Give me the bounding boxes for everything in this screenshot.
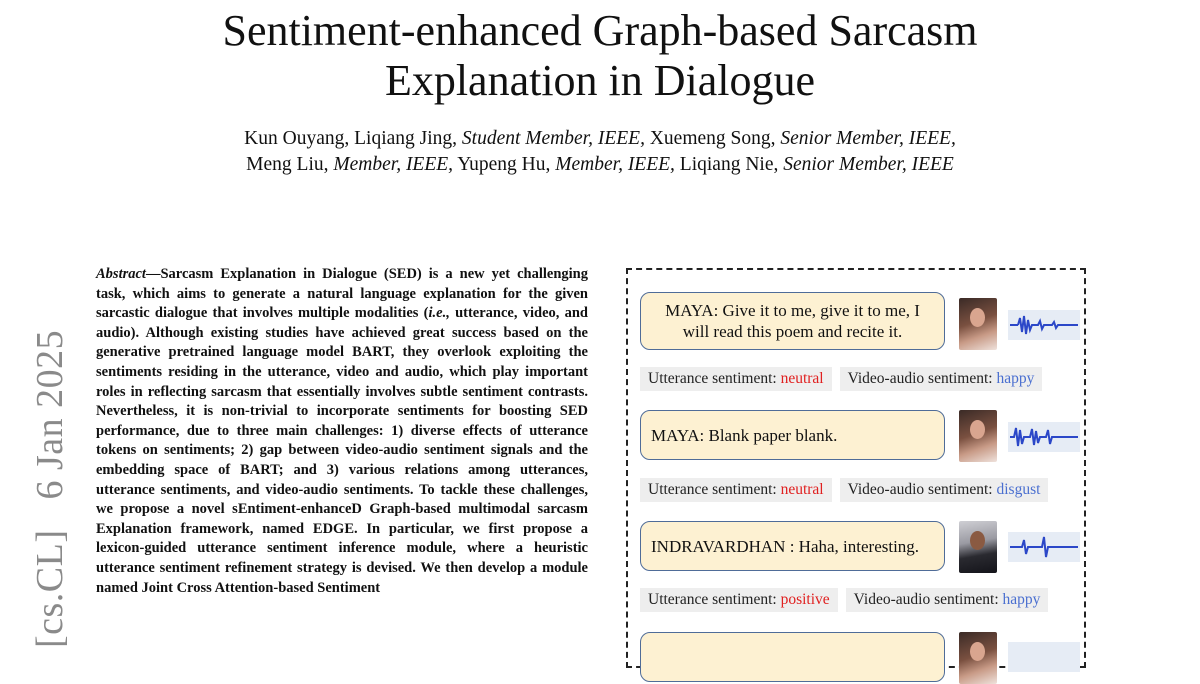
paper-title — [0, 6, 1200, 106]
audio-waveform-icon — [1008, 642, 1080, 672]
sentiment-row — [640, 367, 1042, 391]
utterance-text: INDRAVARDHAN : Haha, interesting. — [651, 536, 920, 556]
sarcasm-figure — [626, 268, 1086, 668]
video-audio-sentiment-tag — [840, 367, 1043, 391]
author-role: Member, IEEE, — [333, 154, 454, 175]
utterance-bubble — [640, 521, 945, 571]
sentiment-row — [640, 478, 1048, 502]
sentiment-row — [640, 588, 1048, 612]
video-audio-sentiment-tag — [846, 588, 1049, 612]
utterance-sentiment-label: Utterance sentiment: — [648, 370, 781, 387]
utterance-text: MAYA: Give it to me, give it to me, I will read this poem and recite it. — [665, 301, 920, 341]
speaker-video-frame — [959, 298, 997, 350]
audio-waveform-icon — [1008, 310, 1080, 340]
abstract-lead: Abstract — [96, 266, 146, 282]
utterance-bubble — [640, 410, 945, 460]
author-role: Senior Member, IEEE — [783, 154, 954, 175]
title-line-1: Sentiment-enhanced Graph-based Sarcasm — [222, 6, 978, 55]
audio-waveform-icon — [1008, 422, 1080, 452]
utterance-sentiment-tag — [640, 588, 838, 612]
face-shape — [970, 642, 985, 661]
face-shape — [970, 420, 985, 439]
utterance-sentiment-value: positive — [780, 591, 830, 608]
utterance-sentiment-value: neutral — [780, 481, 824, 498]
face-shape — [970, 308, 985, 327]
video-audio-sentiment-label: Video-audio sentiment: — [853, 591, 1003, 608]
speaker-video-frame — [959, 632, 997, 684]
author-name: Meng Liu, — [246, 154, 329, 175]
utterance-sentiment-tag — [640, 478, 832, 502]
author-line-2 — [0, 152, 1200, 178]
author-name: Yupeng Hu, — [457, 154, 551, 175]
abstract — [96, 265, 588, 598]
video-audio-sentiment-tag — [840, 478, 1049, 502]
utterance-bubble-partial — [640, 632, 945, 682]
author-role: Member, IEEE, — [555, 154, 675, 175]
video-audio-sentiment-value: disgust — [996, 481, 1041, 498]
author-name: Xuemeng Song, — [649, 128, 776, 149]
author-role: Student Member, IEEE, — [461, 128, 645, 149]
author-list — [0, 126, 1200, 178]
author-name: Liqiang Nie, — [679, 154, 779, 175]
speaker-video-frame — [959, 521, 997, 573]
title-line-2: Explanation in Dialogue — [384, 56, 816, 105]
utterance-sentiment-label: Utterance sentiment: — [648, 591, 781, 608]
face-shape — [970, 531, 985, 550]
video-audio-sentiment-label: Video-audio sentiment: — [847, 370, 997, 387]
video-audio-sentiment-label: Video-audio sentiment: — [847, 481, 997, 498]
author-role: Senior Member, IEEE, — [780, 128, 956, 149]
author-name: Liqiang Jing, — [354, 128, 458, 149]
utterance-bubble — [640, 292, 945, 350]
utterance-sentiment-tag — [640, 367, 832, 391]
author-line-1 — [0, 126, 1200, 152]
abstract-text-2: utterance, video, and audio). Although existing studies have achieved great success based on the generative pretrained language model BART, they overlook exploiting the sentiments residing in the utterance, video and audio, which play important roles in reflecting sarcasm that essentially involves subtle sentiment contrasts. Nevertheless, it is non-trivial to incorporate sentiments for boosting SED performance, due to three main challenges: 1) diverse effects of utterance tokens on sentiments; 2) gap between video-audio sentiment signals and the embedding space of BART; and 3) various relations among utterances, utterance sentiments, and video-audio sentiments. To tackle these challenges, we propose a novel sEntiment-enhanceD Graph-based multimodal sarcasm Explanation framework, named EDGE. In particular, we first propose a lexicon-guided utterance sentiment inference module, where a heuristic utterance sentiment refinement strategy is devised. We then develop a module named Joint Cross Attention-based Sentiment — [96, 305, 588, 596]
abstract-ie: i.e., — [428, 305, 450, 322]
abstract-text-1: —Sarcasm Explanation in Dialogue (SED) is a new yet challenging task, which aims to generate a natural language explanation for the given sarcastic dialogue that involves multiple modalities ( — [96, 266, 588, 322]
author-name: Kun Ouyang, — [244, 128, 350, 149]
video-audio-sentiment-value: happy — [1002, 591, 1041, 608]
audio-waveform-icon — [1008, 532, 1080, 562]
utterance-text: MAYA: Blank paper blank. — [651, 425, 838, 445]
utterance-sentiment-label: Utterance sentiment: — [648, 481, 781, 498]
speaker-video-frame — [959, 410, 997, 462]
video-audio-sentiment-value: happy — [996, 370, 1035, 387]
utterance-sentiment-value: neutral — [780, 370, 824, 387]
arxiv-stamp: [cs.CL] 6 Jan 2025 — [29, 329, 71, 648]
